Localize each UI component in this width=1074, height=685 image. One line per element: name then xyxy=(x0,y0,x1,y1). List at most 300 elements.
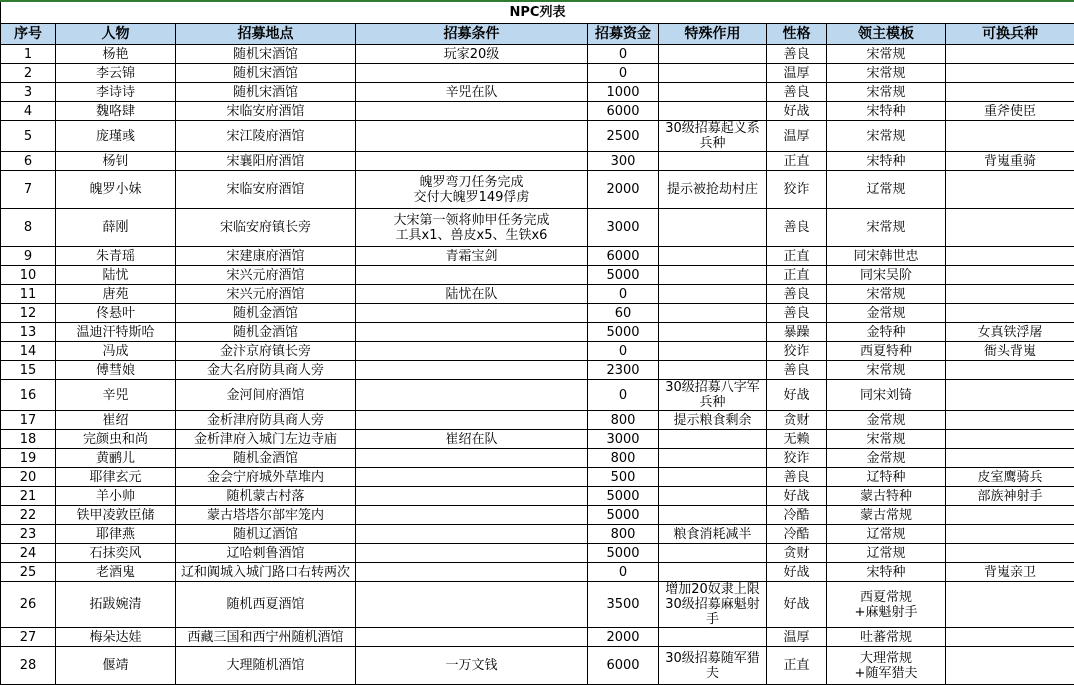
table-row xyxy=(1,304,1074,323)
cell-template xyxy=(827,323,946,342)
cell-name: 杨钊 xyxy=(56,152,176,171)
cell-fund: 800 xyxy=(588,411,659,430)
cell-template-line: 大理常规 xyxy=(827,651,945,666)
cell-condition xyxy=(356,64,588,83)
cell-fund: 3000 xyxy=(588,209,659,247)
cell-place: 宋临安府镇长旁 xyxy=(176,209,356,247)
table-body xyxy=(1,45,1074,685)
cell-place: 宋建康府酒馆 xyxy=(176,247,356,266)
cell-no: 7 xyxy=(1,171,56,209)
cell-template xyxy=(827,209,946,247)
cell-fund: 500 xyxy=(588,468,659,487)
cell-troop xyxy=(946,83,1074,102)
table-row xyxy=(1,285,1074,304)
cell-effect-line: 30级招募八字军兵种 xyxy=(659,380,766,410)
cell-condition xyxy=(356,525,588,544)
cell-no: 26 xyxy=(1,582,56,628)
cell-place: 宋兴元府酒馆 xyxy=(176,266,356,285)
cell-condition-line: 青霜宝剑 xyxy=(356,249,587,264)
cell-name: 李诗诗 xyxy=(56,83,176,102)
table-row xyxy=(1,647,1074,685)
cell-condition xyxy=(356,506,588,525)
cell-name: 佟悬叶 xyxy=(56,304,176,323)
cell-trait: 善良 xyxy=(767,45,827,64)
cell-template-line: 宋常规 xyxy=(827,47,945,62)
cell-template xyxy=(827,266,946,285)
cell-no: 8 xyxy=(1,209,56,247)
cell-no: 20 xyxy=(1,468,56,487)
cell-trait: 冷酷 xyxy=(767,525,827,544)
cell-no: 22 xyxy=(1,506,56,525)
cell-condition xyxy=(356,563,588,582)
cell-place: 随机宋酒馆 xyxy=(176,45,356,64)
cell-template-line: +麻魁射手 xyxy=(827,605,945,620)
cell-fund: 60 xyxy=(588,304,659,323)
cell-name: 偃靖 xyxy=(56,647,176,685)
cell-trait: 好战 xyxy=(767,487,827,506)
cell-name: 耶律玄元 xyxy=(56,468,176,487)
cell-condition xyxy=(356,209,588,247)
cell-place: 金会宁府城外草堆内 xyxy=(176,468,356,487)
cell-place: 随机金酒馆 xyxy=(176,304,356,323)
cell-template-line: 金常规 xyxy=(827,306,945,321)
cell-trait: 好战 xyxy=(767,380,827,411)
cell-name: 崔绍 xyxy=(56,411,176,430)
cell-effect xyxy=(659,152,767,171)
cell-place: 大理随机酒馆 xyxy=(176,647,356,685)
cell-template-line: 同宋吴阶 xyxy=(827,268,945,283)
cell-template-line: 金特种 xyxy=(827,325,945,340)
cell-troop xyxy=(946,544,1074,563)
cell-condition-line: 玩家20级 xyxy=(356,47,587,62)
cell-effect xyxy=(659,304,767,323)
cell-template-line: 西夏常规 xyxy=(827,590,945,605)
cell-place: 辽哈刺鲁酒馆 xyxy=(176,544,356,563)
cell-condition xyxy=(356,266,588,285)
cell-place: 辽和阗城入城门路口右转两次 xyxy=(176,563,356,582)
cell-condition xyxy=(356,468,588,487)
cell-fund: 0 xyxy=(588,285,659,304)
cell-effect xyxy=(659,449,767,468)
cell-trait: 狡诈 xyxy=(767,449,827,468)
cell-condition xyxy=(356,102,588,121)
cell-effect xyxy=(659,361,767,380)
cell-effect xyxy=(659,266,767,285)
cell-condition xyxy=(356,430,588,449)
cell-name: 完颜虫和尚 xyxy=(56,430,176,449)
cell-name: 拓跋婉清 xyxy=(56,582,176,628)
cell-template xyxy=(827,247,946,266)
cell-condition-line: 魄罗弯刀任务完成 xyxy=(356,175,587,190)
cell-no: 13 xyxy=(1,323,56,342)
cell-template-line: 同宋刘锜 xyxy=(827,388,945,403)
cell-trait: 善良 xyxy=(767,304,827,323)
table-row xyxy=(1,247,1074,266)
table-row xyxy=(1,487,1074,506)
cell-template-line: 金常规 xyxy=(827,413,945,428)
cell-name: 耶律燕 xyxy=(56,525,176,544)
cell-effect xyxy=(659,506,767,525)
cell-effect-line: 30级招募随军猎夫 xyxy=(659,651,766,681)
cell-no: 28 xyxy=(1,647,56,685)
table-row xyxy=(1,342,1074,361)
cell-no: 9 xyxy=(1,247,56,266)
cell-condition xyxy=(356,285,588,304)
cell-place: 宋临安府酒馆 xyxy=(176,171,356,209)
cell-fund: 5000 xyxy=(588,487,659,506)
cell-name: 黄鹂儿 xyxy=(56,449,176,468)
cell-effect xyxy=(659,525,767,544)
cell-condition xyxy=(356,83,588,102)
table-row xyxy=(1,563,1074,582)
cell-place: 金汴京府镇长旁 xyxy=(176,342,356,361)
cell-condition xyxy=(356,247,588,266)
cell-template xyxy=(827,64,946,83)
cell-effect xyxy=(659,468,767,487)
cell-place: 随机蒙古村落 xyxy=(176,487,356,506)
cell-troop: 背嵬重骑 xyxy=(946,152,1074,171)
cell-effect xyxy=(659,411,767,430)
cell-template-line: 宋特种 xyxy=(827,154,945,169)
cell-fund: 2000 xyxy=(588,628,659,647)
cell-template-line: 宋常规 xyxy=(827,129,945,144)
cell-effect xyxy=(659,487,767,506)
cell-place: 随机宋酒馆 xyxy=(176,64,356,83)
cell-effect xyxy=(659,323,767,342)
cell-fund: 3000 xyxy=(588,430,659,449)
cell-effect xyxy=(659,380,767,411)
cell-place: 西藏三国和西宁州随机酒馆 xyxy=(176,628,356,647)
cell-fund: 5000 xyxy=(588,323,659,342)
cell-template xyxy=(827,628,946,647)
cell-place: 随机辽酒馆 xyxy=(176,525,356,544)
cell-template-line: 蒙古常规 xyxy=(827,508,945,523)
cell-template xyxy=(827,380,946,411)
cell-fund: 6000 xyxy=(588,102,659,121)
cell-place: 随机金酒馆 xyxy=(176,449,356,468)
table-row xyxy=(1,506,1074,525)
cell-fund: 0 xyxy=(588,563,659,582)
cell-template xyxy=(827,45,946,64)
cell-trait: 冷酷 xyxy=(767,506,827,525)
cell-condition-line: 辛兕在队 xyxy=(356,85,587,100)
cell-name: 庞瑾彧 xyxy=(56,121,176,152)
cell-effect xyxy=(659,171,767,209)
cell-troop xyxy=(946,247,1074,266)
cell-place: 宋襄阳府酒馆 xyxy=(176,152,356,171)
table-row xyxy=(1,544,1074,563)
cell-trait: 温厚 xyxy=(767,121,827,152)
cell-fund: 300 xyxy=(588,152,659,171)
cell-troop: 皮室鹰骑兵 xyxy=(946,468,1074,487)
cell-effect xyxy=(659,563,767,582)
cell-template-line: 宋常规 xyxy=(827,432,945,447)
cell-troop: 女真铁浮屠 xyxy=(946,323,1074,342)
cell-template-line: 西夏特种 xyxy=(827,344,945,359)
cell-template-line: 辽常规 xyxy=(827,527,945,542)
cell-troop: 部族神射手 xyxy=(946,487,1074,506)
cell-trait: 贪财 xyxy=(767,411,827,430)
cell-place: 金大名府防具商人旁 xyxy=(176,361,356,380)
cell-troop xyxy=(946,64,1074,83)
cell-template xyxy=(827,582,946,628)
cell-template xyxy=(827,152,946,171)
cell-no: 2 xyxy=(1,64,56,83)
cell-trait: 好战 xyxy=(767,582,827,628)
table-title: NPC列表 xyxy=(1,1,1074,24)
cell-name: 魄罗小妹 xyxy=(56,171,176,209)
table-row xyxy=(1,361,1074,380)
cell-troop xyxy=(946,171,1074,209)
cell-trait: 无赖 xyxy=(767,430,827,449)
cell-effect xyxy=(659,628,767,647)
cell-troop xyxy=(946,121,1074,152)
cell-template-line: 宋特种 xyxy=(827,565,945,580)
cell-condition xyxy=(356,628,588,647)
cell-no: 17 xyxy=(1,411,56,430)
cell-troop xyxy=(946,582,1074,628)
cell-name: 杨艳 xyxy=(56,45,176,64)
cell-no: 15 xyxy=(1,361,56,380)
column-header-effect: 特殊作用 xyxy=(659,24,767,45)
cell-name: 梅朵达娃 xyxy=(56,628,176,647)
cell-fund: 5000 xyxy=(588,506,659,525)
column-header-fund: 招募资金 xyxy=(588,24,659,45)
cell-template-line: 宋常规 xyxy=(827,66,945,81)
cell-effect xyxy=(659,209,767,247)
cell-no: 16 xyxy=(1,380,56,411)
cell-fund: 800 xyxy=(588,525,659,544)
cell-trait: 善良 xyxy=(767,209,827,247)
cell-troop xyxy=(946,361,1074,380)
column-header-name: 人物 xyxy=(56,24,176,45)
cell-name: 李云锦 xyxy=(56,64,176,83)
table-row xyxy=(1,152,1074,171)
cell-condition xyxy=(356,45,588,64)
cell-fund: 2000 xyxy=(588,171,659,209)
cell-template-line: 宋常规 xyxy=(827,85,945,100)
column-header-place: 招募地点 xyxy=(176,24,356,45)
cell-condition xyxy=(356,323,588,342)
cell-condition xyxy=(356,304,588,323)
cell-name: 老酒鬼 xyxy=(56,563,176,582)
cell-template-line: 辽特种 xyxy=(827,470,945,485)
cell-name: 铁甲凌敦臣储 xyxy=(56,506,176,525)
cell-effect xyxy=(659,430,767,449)
cell-name: 朱青瑶 xyxy=(56,247,176,266)
cell-no: 14 xyxy=(1,342,56,361)
cell-trait: 善良 xyxy=(767,285,827,304)
cell-trait: 正直 xyxy=(767,647,827,685)
cell-template xyxy=(827,647,946,685)
cell-template-line: 辽常规 xyxy=(827,182,945,197)
cell-condition xyxy=(356,380,588,411)
cell-troop: 衙头背嵬 xyxy=(946,342,1074,361)
cell-place: 蒙古塔塔尔部牢笼内 xyxy=(176,506,356,525)
cell-template xyxy=(827,171,946,209)
cell-template-line: 吐蕃常规 xyxy=(827,630,945,645)
table-row xyxy=(1,45,1074,64)
cell-no: 5 xyxy=(1,121,56,152)
cell-effect-line: 30级招募起义系兵种 xyxy=(659,121,766,151)
cell-fund: 3500 xyxy=(588,582,659,628)
cell-effect xyxy=(659,247,767,266)
cell-template-line: 宋常规 xyxy=(827,220,945,235)
cell-trait: 善良 xyxy=(767,468,827,487)
cell-place: 宋临安府酒馆 xyxy=(176,102,356,121)
cell-trait: 善良 xyxy=(767,361,827,380)
cell-no: 10 xyxy=(1,266,56,285)
cell-template xyxy=(827,121,946,152)
cell-effect-line: 增加20奴隶上限 xyxy=(659,582,766,597)
cell-trait: 好战 xyxy=(767,563,827,582)
cell-troop xyxy=(946,285,1074,304)
cell-trait: 好战 xyxy=(767,102,827,121)
cell-trait: 温厚 xyxy=(767,628,827,647)
table-row xyxy=(1,83,1074,102)
table-row xyxy=(1,171,1074,209)
cell-condition xyxy=(356,544,588,563)
cell-fund: 800 xyxy=(588,449,659,468)
cell-condition xyxy=(356,361,588,380)
column-header-trait: 性格 xyxy=(767,24,827,45)
cell-template xyxy=(827,430,946,449)
table-row xyxy=(1,209,1074,247)
cell-trait: 正直 xyxy=(767,266,827,285)
cell-name: 温迪汗特斯哈 xyxy=(56,323,176,342)
cell-template xyxy=(827,285,946,304)
cell-no: 21 xyxy=(1,487,56,506)
cell-effect-line: 30级招募麻魁射手 xyxy=(659,597,766,627)
cell-condition xyxy=(356,647,588,685)
cell-fund: 2500 xyxy=(588,121,659,152)
cell-effect-line: 提示粮食剩余 xyxy=(659,413,766,428)
cell-no: 24 xyxy=(1,544,56,563)
cell-place: 金析津府防具商人旁 xyxy=(176,411,356,430)
cell-trait: 善良 xyxy=(767,83,827,102)
cell-no: 12 xyxy=(1,304,56,323)
cell-name: 石抹奕风 xyxy=(56,544,176,563)
cell-name: 魏咯肆 xyxy=(56,102,176,121)
cell-template-line: 辽常规 xyxy=(827,546,945,561)
cell-template xyxy=(827,361,946,380)
cell-template-line: +随军猎夫 xyxy=(827,666,945,681)
cell-troop xyxy=(946,430,1074,449)
cell-template-line: 宋常规 xyxy=(827,363,945,378)
cell-condition xyxy=(356,121,588,152)
cell-no: 4 xyxy=(1,102,56,121)
cell-no: 25 xyxy=(1,563,56,582)
cell-effect xyxy=(659,64,767,83)
cell-template xyxy=(827,304,946,323)
cell-effect xyxy=(659,285,767,304)
cell-effect xyxy=(659,544,767,563)
table-row xyxy=(1,121,1074,152)
cell-condition xyxy=(356,582,588,628)
cell-condition xyxy=(356,171,588,209)
cell-condition xyxy=(356,487,588,506)
cell-template-line: 同宋韩世忠 xyxy=(827,249,945,264)
cell-effect xyxy=(659,102,767,121)
cell-name: 唐苑 xyxy=(56,285,176,304)
cell-template-line: 宋特种 xyxy=(827,104,945,119)
cell-condition-line: 大宋第一领将帅甲任务完成 xyxy=(356,213,587,228)
cell-template-line: 蒙古特种 xyxy=(827,489,945,504)
cell-template xyxy=(827,449,946,468)
cell-trait: 温厚 xyxy=(767,64,827,83)
cell-troop xyxy=(946,449,1074,468)
column-header-template: 领主模板 xyxy=(827,24,946,45)
cell-fund: 0 xyxy=(588,380,659,411)
cell-template xyxy=(827,83,946,102)
cell-condition-line: 工具x1、兽皮x5、生铁x6 xyxy=(356,228,587,243)
cell-troop xyxy=(946,411,1074,430)
cell-no: 19 xyxy=(1,449,56,468)
column-header-no: 序号 xyxy=(1,24,56,45)
cell-trait: 正直 xyxy=(767,247,827,266)
table-row xyxy=(1,411,1074,430)
cell-condition-line: 崔绍在队 xyxy=(356,432,587,447)
cell-fund: 6000 xyxy=(588,647,659,685)
cell-fund: 0 xyxy=(588,342,659,361)
cell-troop xyxy=(946,304,1074,323)
cell-effect xyxy=(659,45,767,64)
cell-fund: 0 xyxy=(588,45,659,64)
cell-place: 宋江陵府酒馆 xyxy=(176,121,356,152)
table-row xyxy=(1,323,1074,342)
cell-condition-line: 一万文钱 xyxy=(356,658,587,673)
cell-no: 18 xyxy=(1,430,56,449)
cell-template xyxy=(827,468,946,487)
cell-condition-line: 陆忧在队 xyxy=(356,287,587,302)
cell-name: 羊小帅 xyxy=(56,487,176,506)
cell-template xyxy=(827,506,946,525)
cell-name: 傅彗娘 xyxy=(56,361,176,380)
table-row xyxy=(1,430,1074,449)
cell-effect xyxy=(659,342,767,361)
cell-template xyxy=(827,102,946,121)
cell-template-line: 宋常规 xyxy=(827,287,945,302)
cell-condition-line: 交付大魄罗149俘虏 xyxy=(356,190,587,205)
cell-template xyxy=(827,544,946,563)
cell-place: 金析津府入城门左边寺庙 xyxy=(176,430,356,449)
cell-template xyxy=(827,411,946,430)
table-row xyxy=(1,525,1074,544)
cell-troop: 背嵬亲卫 xyxy=(946,563,1074,582)
cell-trait: 暴躁 xyxy=(767,323,827,342)
cell-no: 6 xyxy=(1,152,56,171)
cell-fund: 5000 xyxy=(588,266,659,285)
column-header-condition: 招募条件 xyxy=(356,24,588,45)
cell-trait: 贪财 xyxy=(767,544,827,563)
cell-name: 冯成 xyxy=(56,342,176,361)
cell-no: 3 xyxy=(1,83,56,102)
cell-place: 宋兴元府酒馆 xyxy=(176,285,356,304)
cell-troop xyxy=(946,266,1074,285)
table-row xyxy=(1,266,1074,285)
cell-troop xyxy=(946,380,1074,411)
table-row xyxy=(1,582,1074,628)
table-row xyxy=(1,468,1074,487)
cell-troop xyxy=(946,628,1074,647)
cell-effect-line: 提示被抢劫村庄 xyxy=(659,182,766,197)
cell-template xyxy=(827,525,946,544)
cell-trait: 正直 xyxy=(767,152,827,171)
cell-condition xyxy=(356,411,588,430)
cell-effect-line: 粮食消耗减半 xyxy=(659,527,766,542)
cell-effect xyxy=(659,647,767,685)
cell-no: 27 xyxy=(1,628,56,647)
